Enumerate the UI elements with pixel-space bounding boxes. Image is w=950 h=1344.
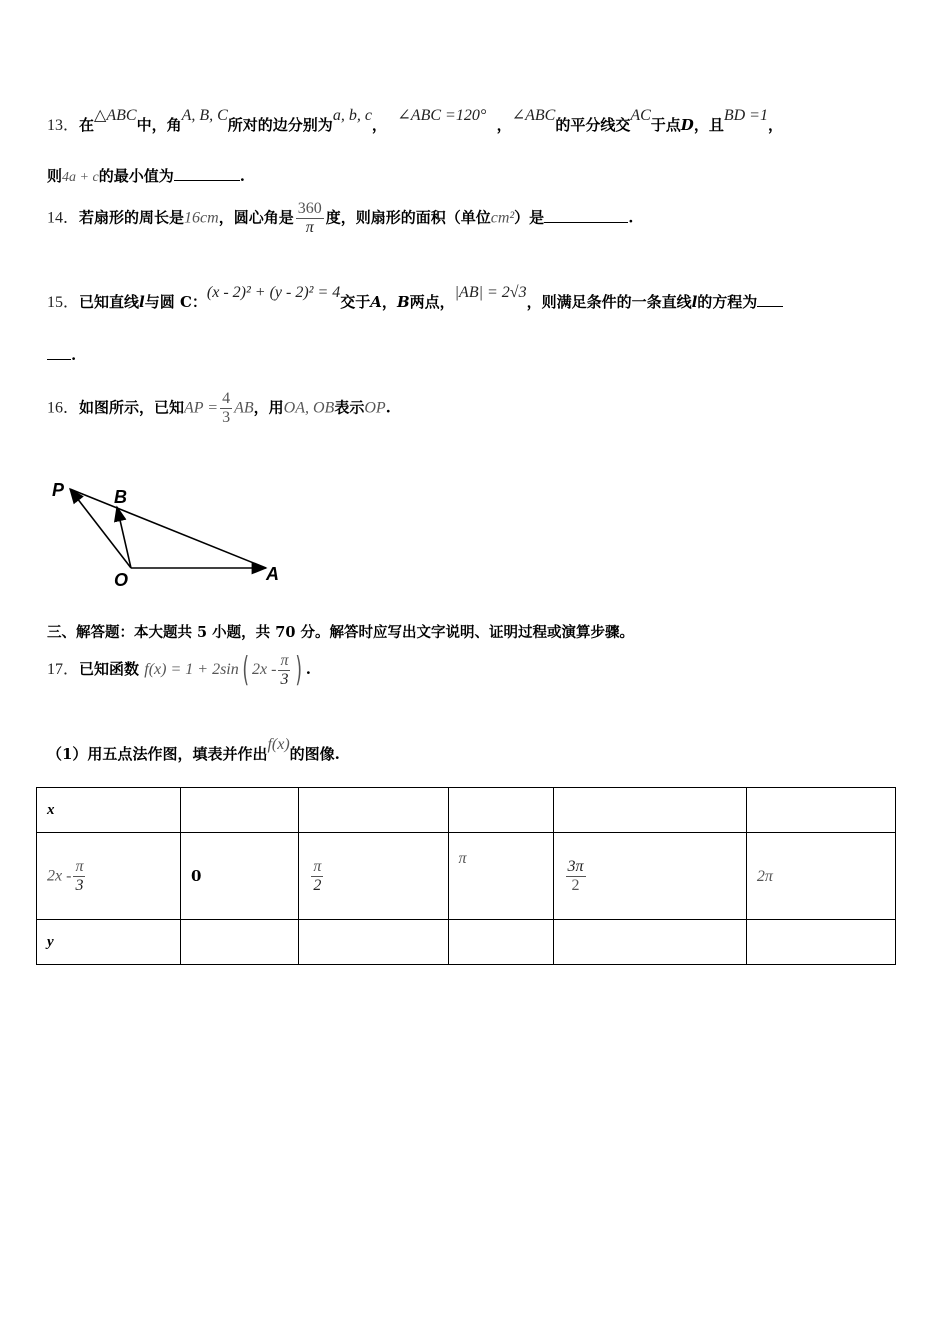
table-cell (299, 833, 448, 920)
q13-angle-eq: ∠ABC =120° (397, 107, 487, 124)
q13-point-d: D (680, 116, 694, 134)
fraction-numerator: π (280, 651, 289, 669)
q17-text: . (305, 660, 311, 678)
q15-text: ， (381, 293, 397, 311)
q14-unit: cm² (490, 209, 515, 227)
q13-text: ， (496, 116, 512, 134)
q13-sides: a, b, c (332, 107, 372, 124)
q17-inner: 2x - (252, 661, 277, 678)
q13-triangle: △ABC (94, 107, 137, 124)
q13-angles: A, B, C (181, 107, 228, 124)
q13-text: 的最小值为 (98, 167, 174, 185)
fraction-numerator: π (313, 857, 322, 875)
answer-blank[interactable] (174, 166, 240, 181)
cell-fraction (566, 858, 586, 895)
q15-line2 (47, 345, 76, 364)
table-cell[interactable] (553, 920, 746, 965)
q17-part1-function: f(x) (267, 736, 290, 753)
q15-point-a: A (370, 293, 382, 311)
row-label-x: x (37, 788, 181, 833)
answer-blank[interactable] (544, 208, 628, 223)
q15-line-l: l (691, 293, 698, 311)
q13-text: 的平分线交 (555, 116, 631, 134)
q17-fraction (278, 652, 290, 689)
table-cell[interactable] (299, 788, 448, 833)
q16-line (47, 390, 391, 427)
fraction-denominator: 3 (75, 876, 84, 894)
label-b: B (114, 487, 127, 507)
q13-expr: 4a + c (62, 170, 99, 185)
q17-part1-text: 的图像. (289, 745, 340, 763)
fraction-denominator: 2 (313, 876, 322, 894)
table-row (37, 788, 896, 833)
table-cell[interactable] (746, 788, 895, 833)
q16-number: 16． (47, 399, 80, 417)
table-cell (448, 833, 553, 920)
cell-value: π (458, 850, 467, 867)
q14-fraction (296, 200, 324, 237)
q13-line2 (47, 165, 245, 186)
q14-line (47, 200, 633, 237)
q13-text: 于点 (650, 116, 681, 134)
q17-number: 17． (47, 661, 80, 678)
q13-number: 13． (47, 117, 80, 134)
q15-number: 15． (47, 294, 80, 311)
q14-text: ，圆心角是 (218, 208, 294, 227)
q16-text: 表示 (334, 398, 365, 417)
q14-text: 若扇形的周长是 (79, 208, 185, 227)
q13-ac: AC (630, 107, 651, 124)
table-cell (181, 833, 299, 920)
q13-text: 中，角 (136, 116, 182, 134)
left-paren: ( (242, 650, 249, 690)
q16-text: . (385, 398, 391, 417)
fraction-denominator: π (305, 219, 314, 236)
segment-ap (70, 489, 266, 568)
q13-angle2: ∠ABC (511, 107, 556, 124)
answer-blank[interactable] (757, 292, 783, 307)
q16-text: 如图所示，已知 (79, 398, 185, 417)
q16-fraction (220, 390, 232, 427)
q15-text: . (71, 346, 77, 364)
fraction-denominator: 2 (571, 876, 580, 894)
q17-text: 已知函数 (79, 660, 140, 678)
q13-text: 则 (47, 167, 63, 185)
q15-text: 两点， (409, 293, 455, 311)
q13-text: ，且 (693, 116, 724, 134)
cell-value: 2π (756, 867, 773, 885)
row-label-fraction (73, 858, 85, 895)
q13-text: 所对的边分别为 (227, 116, 333, 134)
right-paren: ) (295, 650, 303, 690)
q15-text: 的方程为 (697, 293, 758, 311)
q15-text: 已知直线 (79, 293, 140, 311)
q13-bd: BD =1 (723, 107, 768, 124)
q15-ab-length: |AB| = 2√3 (454, 284, 527, 301)
fraction-denominator: 3 (222, 409, 231, 426)
q13-line1 (47, 107, 783, 135)
row-label-text: 2x - (47, 867, 72, 884)
table-cell (746, 833, 895, 920)
q17-part1 (47, 736, 340, 764)
q16-text: ，用 (253, 398, 284, 417)
cell-fraction (311, 858, 323, 895)
q15-text: 与圆 C： (144, 293, 207, 311)
table-cell[interactable] (181, 920, 299, 965)
table-cell[interactable] (746, 920, 895, 965)
q15-text: ，则满足条件的一条直线 (526, 293, 692, 311)
q15-circle-eq: (x - 2)² + (y - 2)² = 4 (206, 284, 341, 301)
label-p: P (52, 480, 65, 500)
q13-text: ， (767, 116, 783, 134)
q14-text: . (628, 208, 634, 227)
q16-ap: AP = (184, 399, 219, 417)
q16-ab: AB (234, 399, 254, 417)
answer-blank[interactable] (47, 345, 71, 360)
section-heading: 三、解答题：本大题共 5 小题，共 70 分。解答时应写出文字说明、证明过程或演算步骤。 (47, 624, 634, 641)
table-row (37, 833, 896, 920)
vector-figure (40, 470, 300, 590)
q15-point-b: B (396, 293, 410, 311)
table-cell[interactable] (299, 920, 448, 965)
fraction-denominator: 3 (280, 670, 289, 688)
table-cell[interactable] (553, 788, 746, 833)
table-cell[interactable] (181, 788, 299, 833)
table-cell[interactable] (448, 788, 553, 833)
q15-line-l: l (139, 293, 145, 311)
table-row (37, 920, 896, 965)
five-point-table (36, 787, 896, 965)
q14-text: 度，则扇形的面积（单位 (325, 208, 491, 227)
q13-text: ， (371, 116, 387, 134)
table-cell[interactable] (448, 920, 553, 965)
fraction-numerator: 360 (297, 200, 322, 217)
label-o: O (114, 570, 129, 590)
q16-oaob: OA, OB (283, 399, 335, 417)
q17-line (47, 650, 311, 690)
row-label-y: y (37, 920, 181, 965)
q15-line1 (47, 284, 783, 312)
q17-function: f(x) = 1 + 2sin (144, 661, 239, 678)
q13-text: 在 (79, 116, 95, 134)
q14-number: 14． (47, 209, 80, 227)
fraction-numerator: 4 (222, 390, 231, 407)
q15-text: 交于 (340, 293, 371, 311)
label-a: A (266, 564, 279, 584)
q17-part1-text: （1）用五点法作图，填表并作出 (47, 745, 268, 763)
q16-op: OP (364, 399, 386, 417)
fraction-numerator: π (75, 857, 84, 875)
row-label-angle (37, 833, 181, 920)
cell-value: 0 (191, 867, 202, 885)
q13-text: . (239, 167, 245, 185)
table-cell (553, 833, 746, 920)
q14-perimeter: 16cm (184, 209, 219, 227)
fraction-numerator: 3π (567, 857, 584, 875)
q14-text: ）是 (514, 208, 545, 227)
